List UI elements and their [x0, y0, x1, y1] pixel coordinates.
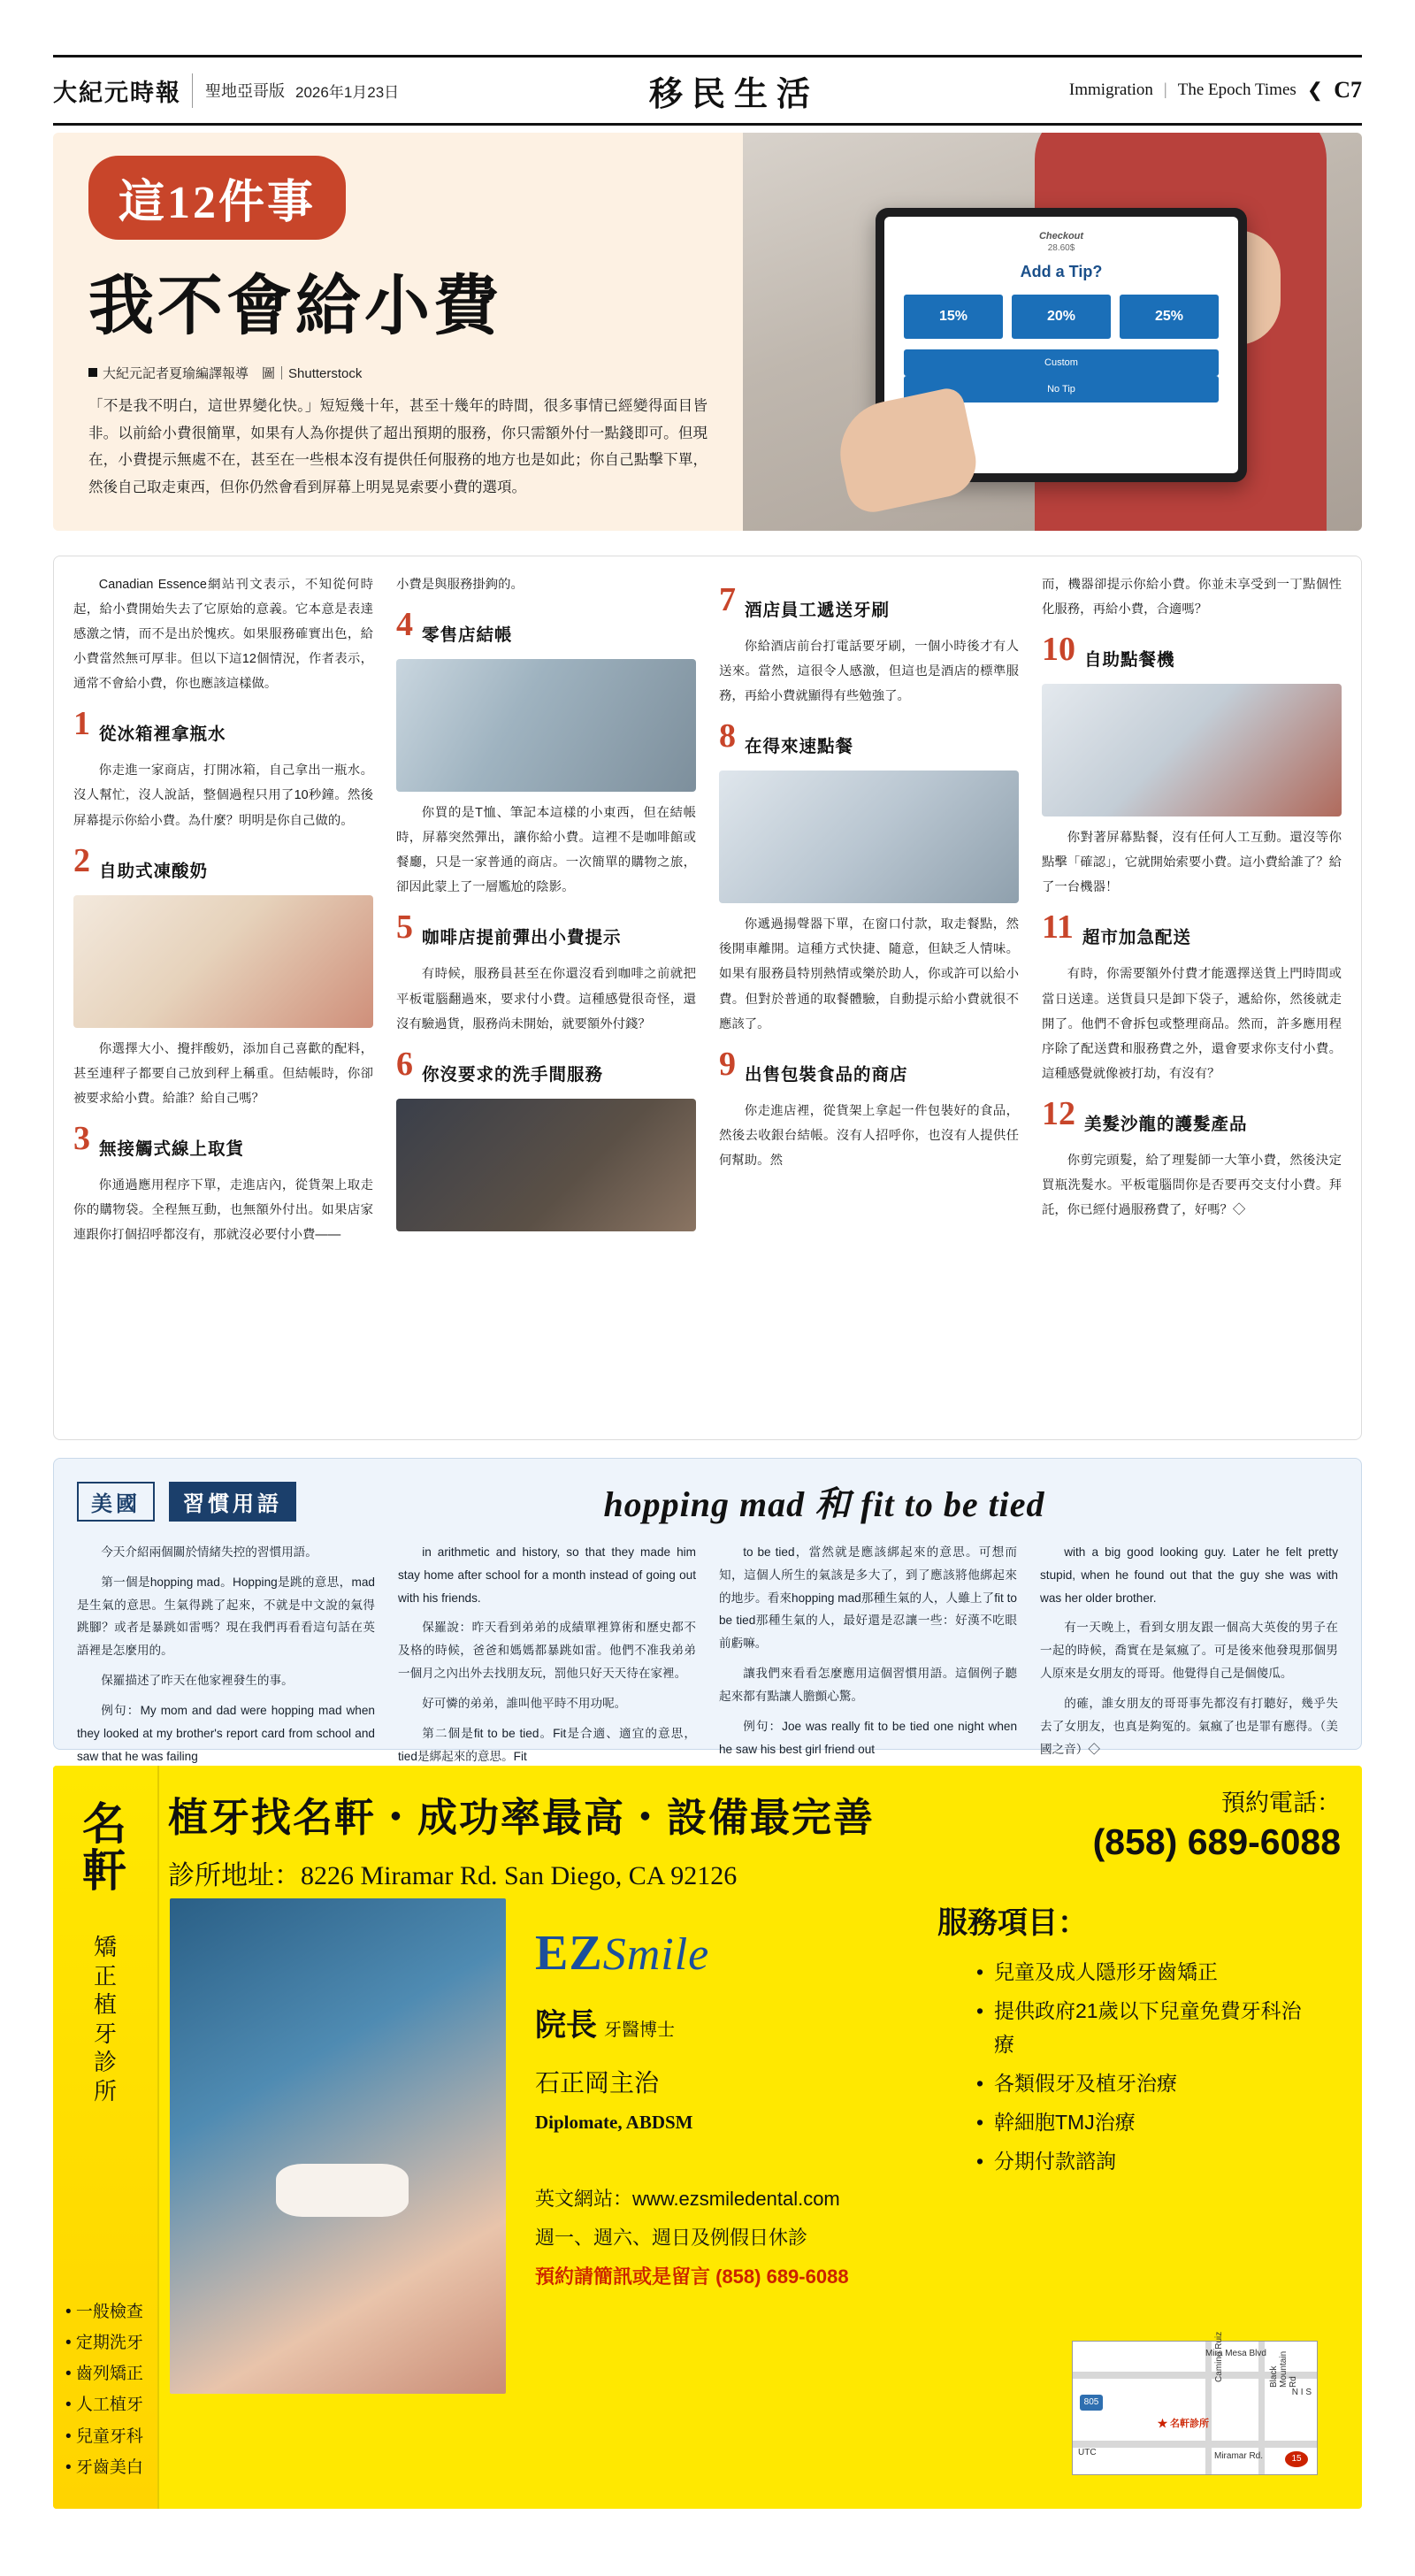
ad-logo-smile: Smile	[602, 1929, 710, 1980]
item-title: 在得來速點餐	[745, 737, 854, 757]
ad-doctor-name: 石正岡	[535, 2070, 610, 2097]
ad-service-item: • 兒童及成人隱形牙齒矯正	[973, 1956, 1318, 1990]
item-number: 8	[719, 717, 736, 755]
map-marker-clinic: ★ 名軒診所	[1158, 2419, 1210, 2429]
item-title: 酒店員工遞送牙刷	[745, 601, 891, 620]
idiom-country-tag: 美國	[77, 1482, 155, 1522]
tip-25-button[interactable]: 25%	[1120, 295, 1219, 339]
tip-20-button[interactable]: 20%	[1012, 295, 1111, 339]
paragraph: Canadian Essence網站刊文表示，不知從何時起，給小費開始失去了它原始的意義。它本意是表達感激之情，而不是出於愧疚。如果服務確實出色，給小費當然無可厚非。但以下這12個情況，作者表示，通常不會給小費，你也應該這樣做。	[73, 578, 373, 692]
hero-photo	[743, 133, 1362, 531]
paragraph: 保羅說：昨天看到弟弟的成績單裡算術和歷史都不及格的時候，爸爸和媽媽都暴跳如雷。他們不准我弟弟一個月之內出外去找朋友玩，罰他只好天天待在家裡。	[398, 1621, 696, 1681]
hero-text-block	[88, 156, 734, 501]
item-title: 出售包裝食品的商店	[745, 1064, 908, 1085]
ad-clinic-type: 矯正植牙診所	[93, 1935, 117, 2104]
item-title: 無接觸式線上取貨	[99, 1138, 245, 1159]
ad-service-left-item: • 兒童牙科	[65, 2426, 143, 2446]
ad-services-left	[65, 2296, 143, 2483]
map-road-vertical-1	[1205, 2342, 1212, 2474]
custom-tip-button[interactable]: Custom	[904, 349, 1219, 376]
hero-banner	[53, 133, 1362, 531]
add-tip-heading: Add a Tip?	[1020, 263, 1103, 280]
ad-phone-number[interactable]: (858) 689-6088	[1092, 1821, 1341, 1862]
ad-services-list	[937, 1956, 1318, 2179]
paragraph: 保羅描述了昨天在他家裡發生的事。	[101, 1674, 294, 1688]
photo-takeout-bag	[719, 770, 1019, 903]
ad-doctor-title-row	[535, 2001, 915, 2045]
paragraph: 的確，誰女朋友的哥哥事先都沒有打聽好，幾乎失去了女朋友，也真是夠冤的。氣瘋了也是罪有應得。（美國之音）◇	[1040, 1696, 1338, 1756]
item-heading-1	[73, 705, 373, 751]
paragraph: 你走進店裡，從貨架上拿起一件包裝好的食品，然後去收銀台結帳。沒有人招呼你，也沒有人提供任何幫助。然	[719, 1103, 1019, 1168]
paragraph: 第二個是fit to be tied。Fit是合適、適宜的意思，tied是綁起來的意思。Fit	[398, 1726, 696, 1763]
item-heading-5	[396, 908, 696, 954]
item-title: 咖啡店提前彈出小費提示	[422, 928, 622, 948]
hero-headline: 我不會給小費	[88, 271, 502, 343]
idiom-title: hopping mad 和 fit to be tied	[603, 1484, 1045, 1524]
hero-byline	[88, 364, 734, 382]
ad-services-block	[937, 1898, 1318, 2193]
map-badge-805: 805	[1080, 2395, 1103, 2411]
ad-headline: 植牙找名軒・成功率最高・設備最完善	[168, 1796, 876, 1840]
paragraph: 今天介紹兩個關於情緒失控的習慣用語。	[101, 1545, 317, 1559]
paragraph: 第一個是hopping mad。Hopping是跳的意思，mad是生氣的意思。生氣得跳了起來，不就是中文說的氣得跳腳？或者是暴跳如雷嗎？現在我們再看看這句話在英語裡是怎麼用的。	[77, 1575, 375, 1658]
paragraph: 例句：Joe was really fit to be tied one night when he saw his best girl friend out	[719, 1719, 1017, 1756]
ad-service-item: • 幹細胞TMJ治療	[973, 2106, 1318, 2140]
item-heading-2	[73, 841, 373, 888]
checkout-label: Checkout	[1038, 231, 1084, 242]
item-number: 11	[1042, 908, 1074, 947]
item-number: 10	[1042, 631, 1075, 669]
paragraph: in arithmetic and history, so that they made him stay home after school for a month instead of going out with his friends.	[398, 1545, 696, 1605]
tip-15-button[interactable]: 15%	[904, 295, 1003, 339]
item-title: 自助點餐機	[1084, 650, 1175, 671]
no-tip-button[interactable]: No Tip	[904, 376, 1219, 402]
item-number: 3	[73, 1119, 90, 1157]
idiom-header	[77, 1476, 1338, 1527]
item-title: 零售店結帳	[422, 625, 513, 646]
ad-booking-note[interactable]: 預約請簡訊或是留言 (858) 689-6088	[535, 2266, 849, 2288]
masthead-brand-en: The Epoch Times	[1177, 80, 1296, 99]
article-body	[53, 556, 1362, 1440]
paragraph: 你給酒店前台打電話要牙刷，一個小時後才有人送來。當然，這很令人感激，但這也是酒店的標準服務，再給小費就顯得有些勉強了。	[719, 640, 1019, 704]
item-heading-12	[1042, 1094, 1342, 1141]
ad-contact-block	[535, 2180, 915, 2296]
section-title: 移民生活	[649, 75, 820, 113]
map-label-vertical-road-2: Black Mountain Rd	[1269, 2350, 1298, 2388]
photo-self-order-kiosk	[1042, 684, 1342, 816]
masthead-section-en: Immigration	[1068, 80, 1153, 99]
paragraph: 讓我們來看看怎麼應用這個習慣用語。這個例子聽起來都有點讓人膽顫心驚。	[719, 1667, 1017, 1703]
ad-hours: 週一、週六、週日及例假日休診	[535, 2227, 808, 2249]
masthead-logo: 大紀元時報	[53, 73, 193, 108]
idiom-category-tag: 習慣用語	[169, 1482, 296, 1522]
idiom-column-1	[77, 1541, 375, 1775]
paragraph: 你通過應用程序下單，走進店內，從貨架上取走你的購物袋。全程無互動，也無額外付出。如果店家連跟你打個招呼都沒有，那就沒必要付小費——	[73, 1177, 373, 1243]
ad-services-title: 服務項目：	[937, 1907, 1088, 1940]
article-column-3	[719, 572, 1019, 1423]
ad-location-map	[1072, 2331, 1318, 2475]
item-number: 7	[719, 581, 736, 618]
ad-service-left-item: • 牙齒美白	[65, 2457, 143, 2477]
masthead-separator: |	[1163, 80, 1167, 99]
ad-middle-block	[535, 1925, 915, 2296]
item-heading-4	[396, 606, 696, 652]
item-title: 美髮沙龍的護髮產品	[1084, 1114, 1248, 1134]
paragraph: 小費是與服務掛鉤的。	[396, 578, 524, 592]
ad-website[interactable]: 英文網站：www.ezsmiledental.com	[535, 2188, 840, 2210]
item-title: 你沒要求的洗手間服務	[422, 1064, 604, 1085]
bullet-square-icon	[88, 368, 97, 377]
paragraph: 你剪完頭髮，給了理髮師一大筆小費，然後決定買瓶洗髮水。平板電腦問你是否要再交支付小費。拜託，你已經付過服務費了，好嗎？◇	[1042, 1153, 1342, 1217]
paragraph: 而，機器卻提示你給小費。你並未享受到一丁點個性化服務，再給小費，合適嗎？	[1042, 578, 1342, 617]
idiom-section	[53, 1458, 1362, 1763]
item-title: 自助式凍酸奶	[99, 861, 209, 881]
article-column-4	[1042, 572, 1342, 1423]
item-number: 6	[396, 1045, 413, 1083]
ad-sidebar	[53, 1766, 159, 2509]
item-title: 從冰箱裡拿瓶水	[99, 724, 226, 745]
page-number: C7	[1334, 77, 1362, 103]
article-column-1	[73, 572, 373, 1423]
ad-photo-dental	[170, 1898, 506, 2394]
tip-options-row	[904, 295, 1219, 339]
hero-badge: 這12件事	[88, 156, 346, 240]
item-heading-8	[719, 717, 1019, 763]
item-heading-7	[719, 581, 1019, 627]
map-label-top-road: Mira Mesa Blvd	[1205, 2349, 1266, 2358]
item-heading-3	[73, 1119, 373, 1166]
photo-restroom-service	[396, 1099, 696, 1231]
paragraph: 好可憐的弟弟，誰叫他平時不用功呢。	[422, 1696, 627, 1710]
idiom-column-2	[398, 1541, 696, 1775]
idiom-column-3	[719, 1541, 1017, 1775]
paragraph: 你選擇大小、攪拌酸奶，添加自己喜歡的配料，甚至連秤子都要自己放到秤上稱重。但結帳時，你卻被要求給小費。給誰？給自己嗎？	[73, 1041, 373, 1106]
paragraph: 例句：My mom and dad were hopping mad when they looked at my brother's report card from school and saw that he was failing	[77, 1703, 375, 1763]
item-number: 2	[73, 841, 90, 879]
ad-service-left-item: • 人工植牙	[65, 2396, 143, 2415]
item-heading-10	[1042, 631, 1342, 677]
map-compass-label: N I S	[1291, 2388, 1312, 2397]
item-number: 4	[396, 606, 413, 644]
ad-doctor-role: 牙醫博士	[604, 2020, 676, 2040]
hero-lead-paragraph: 「不是我不明白，這世界變化快。」短短幾十年，甚至十幾年的時間，很多事情已經變得面目皆非。以前給小費很簡單，如果有人為你提供了超出預期的服務，你只需額外付一點錢即可。但現在，小費提示無處不在，甚至在一些根本沒有提供任何服務的地方也是如此；你自己點擊下單，然後自己取走東西，但你仍然會看到屏幕上明晃晃索要小費的選項。	[88, 398, 708, 495]
paragraph: 有一天晚上，看到女朋友跟一個高大英俊的男子在一起的時候，喬實在是氣瘋了。可是後來他發現那個男人原來是女朋友的哥哥。他覺得自己是個傻瓜。	[1040, 1621, 1338, 1681]
paragraph: to be tied，當然就是應該綁起來的意思。可想而知，這個人所生的氣該是多大了，到了應該將他綁起來的地步。看來hopping mad那種生氣的人，人雖上了fit to be tied那種生氣的人，最好還是忍讓一些：好漢不吃眼前虧嘛。	[719, 1545, 1017, 1651]
ad-address: 診所地址：8226 Miramar Rd. San Diego, CA 92126	[168, 1861, 738, 1890]
item-title: 超市加急配送	[1082, 928, 1191, 948]
ad-brand-name: 名軒	[82, 1799, 128, 1896]
masthead-date: 2026年1月23日	[295, 83, 400, 101]
item-heading-6	[396, 1045, 696, 1092]
ad-service-item: • 各類假牙及植牙治療	[973, 2067, 1318, 2101]
map-road-horizontal-bottom	[1073, 2441, 1317, 2448]
ad-service-left-item: • 一般檢查	[65, 2303, 143, 2321]
ad-service-left-item: • 定期洗牙	[65, 2334, 143, 2353]
ad-phone-label: 預約電話：	[1221, 1790, 1341, 1816]
ad-logo-ez: EZ	[535, 1926, 603, 1981]
paragraph: 你買的是T恤、筆記本這樣的小東西，但在結帳時，屏幕突然彈出，讓你給小費。這裡不是咖啡館或餐廳，只是一家普通的商店。一次簡單的購物之旅，卻因此蒙上了一層尷尬的陰影。	[396, 806, 696, 895]
masthead	[53, 55, 1362, 126]
photo-teeth	[276, 2164, 409, 2217]
paragraph: 你遞過揚聲器下單，在窗口付款，取走餐點，然後開車離開。這種方式快捷、隨意，但缺乏人情味。如果有服務員特別熱情或樂於助人，你或許可以給小費。但對於普通的取餐體驗，自動提示給小費就很不應該了。	[719, 917, 1019, 1031]
masthead-right	[1069, 77, 1362, 104]
paragraph: 有時候，服務員甚至在你還沒看到咖啡之前就把平板電腦翻過來，要求付小費。這種感覺很奇怪，還沒有驗過貨，服務尚未開始，就要額外付錢？	[396, 967, 696, 1031]
ad-phone-block[interactable]	[1093, 1783, 1341, 1863]
ad-diplomate: Diplomate, ABDSM	[535, 2112, 693, 2133]
paragraph: with a big good looking guy. Later he felt pretty stupid, when he found out that the guy she was with was her older brother.	[1040, 1545, 1338, 1605]
photo-frozen-yogurt	[73, 895, 373, 1028]
item-number: 9	[719, 1045, 736, 1083]
masthead-edition: 聖地亞哥版	[205, 82, 285, 100]
idiom-column-4	[1040, 1541, 1338, 1775]
item-number: 5	[396, 908, 413, 947]
photo-hand	[830, 386, 983, 518]
ad-service-item: • 提供政府21歲以下兒童免費牙科治療	[973, 1995, 1318, 2062]
chevron-left-icon: ❮	[1306, 79, 1324, 101]
paragraph: 你走進一家商店，打開冰箱，自己拿出一瓶水。沒人幫忙，沒人說話，整個過程只用了10秒鐘。然後屏幕提示你給小費。為什麼？明明是你自己做的。	[73, 763, 373, 828]
ad-service-left-item: • 齒列矯正	[65, 2365, 143, 2384]
item-number: 1	[73, 705, 90, 743]
photo-shopping-cart	[396, 659, 696, 792]
ad-logo	[535, 1925, 915, 1982]
map-label-vertical-road-1: Camino Ruiz	[1214, 2331, 1224, 2382]
map-label-utc: UTC	[1078, 2448, 1097, 2457]
paragraph: 你對著屏幕點餐，沒有任何人工互動。還沒等你點擊「確認」，它就開始索要小費。這小費給誰了？給了一台機器！	[1042, 831, 1342, 895]
ad-doctor-name-row	[535, 2051, 915, 2103]
ad-doctor-title: 院長	[535, 2008, 598, 2043]
advertisement[interactable]	[53, 1766, 1362, 2509]
item-number: 12	[1042, 1094, 1075, 1132]
article-column-2	[396, 572, 696, 1423]
paragraph: 有時，你需要額外付費才能選擇送貨上門時間或當日送達。送貨員只是卸下袋子，遞給你，然後就走開了。他們不會拆包或整理商品。然而，許多應用程序除了配送費和服務費之外，還會要求你支付小費。這種感覺就像被打劫，有沒有？	[1042, 967, 1342, 1081]
map-badge-15: 15	[1285, 2451, 1308, 2467]
item-heading-9	[719, 1045, 1019, 1092]
map-label-bottom-road: Miramar Rd.	[1214, 2451, 1264, 2461]
checkout-amount: 28.60$	[1047, 243, 1075, 253]
ad-doctor-name-suffix: 主治	[609, 2070, 660, 2097]
hero-byline-text: 大紀元記者夏瑜編譯報導 圖｜Shutterstock	[103, 366, 363, 381]
ad-service-item: • 分期付款諮詢	[973, 2145, 1318, 2179]
item-heading-11	[1042, 908, 1342, 954]
